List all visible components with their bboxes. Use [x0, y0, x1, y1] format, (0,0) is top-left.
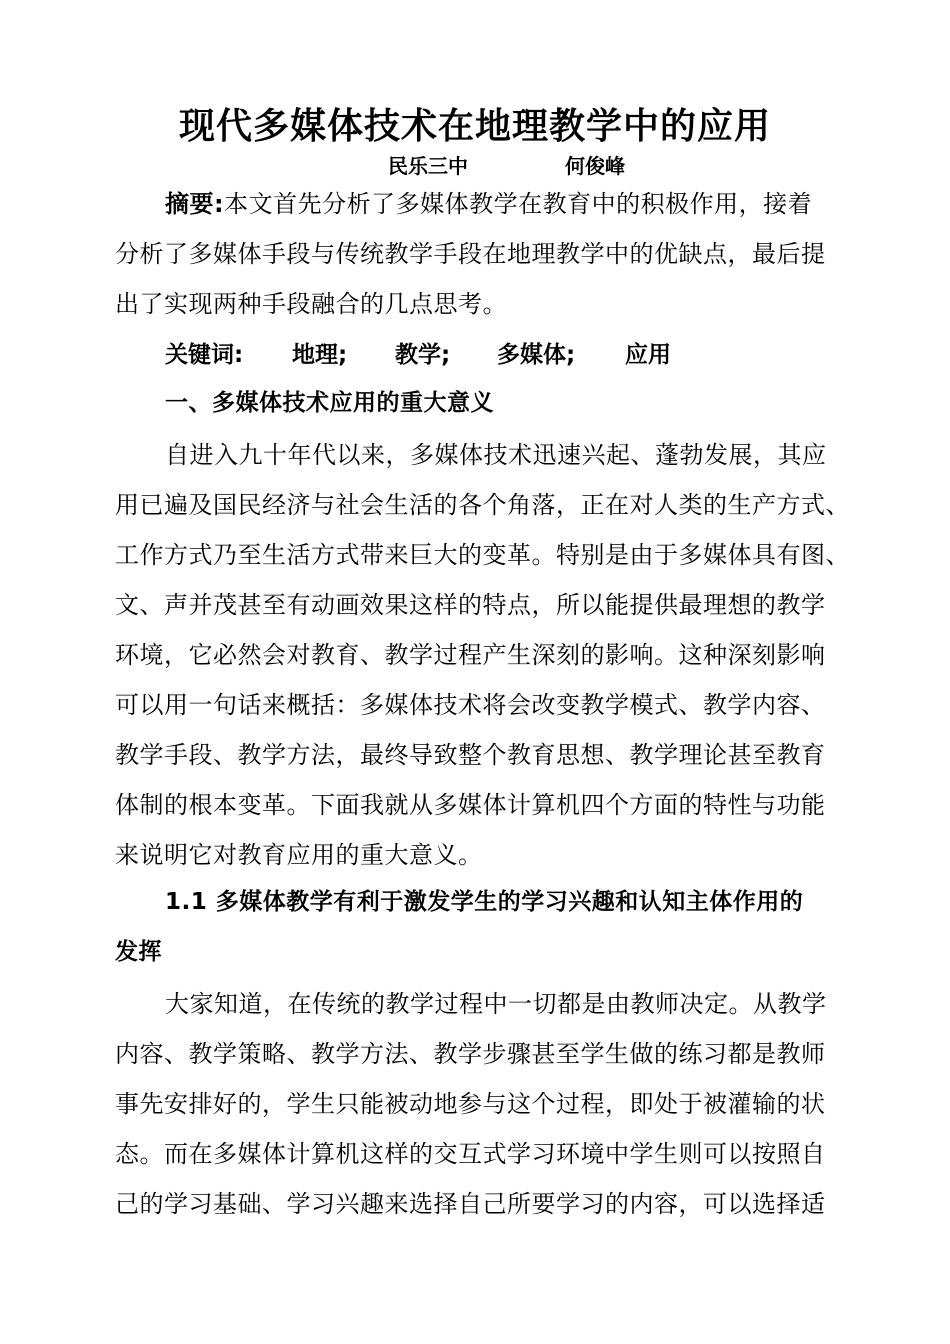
- keyword-item: 多媒体;: [497, 342, 576, 368]
- paragraph-line: 内容、教学策略、教学方法、教学步骤甚至学生做的练习都是教师: [115, 1040, 826, 1068]
- paragraph-line: 工作方式乃至生活方式带来巨大的变革。特别是由于多媒体具有图、: [115, 541, 850, 569]
- document-title: 现代多媒体技术在地理教学中的应用: [178, 106, 771, 147]
- paragraph-line: 己的学习基础、学习兴趣来选择自己所要学习的内容，可以选择适: [115, 1190, 826, 1218]
- abstract-label: 摘要:: [165, 190, 225, 218]
- subsection-heading-cont: 发挥: [115, 939, 162, 965]
- abstract-text: 本文首先分析了多媒体教学在教育中的积极作用，接着: [224, 190, 813, 218]
- paragraph-line: 可以用一句话来概括：多媒体技术将会改变教学模式、教学内容、: [115, 691, 826, 719]
- paragraph-line: 事先安排好的，学生只能被动地参与这个过程，即处于被灌输的状: [115, 1090, 826, 1118]
- abstract-line-1: [165, 184, 812, 219]
- paragraph-line: 态。而在多媒体计算机这样的交互式学习环境中学生则可以按照自: [115, 1140, 826, 1168]
- author-name: 何俊峰: [565, 154, 625, 178]
- keyword-item: 地理;: [292, 342, 348, 368]
- paragraph-line: 环境，它必然会对教育、教学过程产生深刻的影响。这种深刻影响: [115, 641, 826, 669]
- paragraph-line: 教学手段、教学方法，最终导致整个教育思想、教学理论甚至教育: [115, 741, 826, 769]
- keyword-item: 应用: [625, 342, 671, 368]
- paragraph-line: 体制的根本变革。下面我就从多媒体计算机四个方面的特性与功能: [115, 791, 826, 819]
- abstract-line-2: 分析了多媒体手段与传统教学手段在地理教学中的优缺点，最后提: [115, 240, 826, 268]
- abstract-line-3: 出了实现两种手段融合的几点思考。: [115, 290, 507, 318]
- subsection-heading: 1.1 多媒体教学有利于激发学生的学习兴趣和认知主体作用的: [165, 889, 804, 915]
- keywords-label: 关键词:: [165, 342, 244, 368]
- keyword-item: 教学;: [395, 342, 451, 368]
- paragraph-line: 自进入九十年代以来，多媒体技术迅速兴起、蓬勃发展，其应: [165, 441, 827, 469]
- paragraph-line: 大家知道，在传统的教学过程中一切都是由教师决定。从教学: [165, 990, 827, 1018]
- author-school: 民乐三中: [388, 154, 468, 178]
- section-heading: 一、多媒体技术应用的重大意义: [165, 390, 494, 416]
- paragraph-line: 来说明它对教育应用的重大意义。: [115, 841, 483, 869]
- paragraph-line: 文、声并茂甚至有动画效果这样的特点，所以能提供最理想的教学: [115, 591, 826, 619]
- paragraph-line: 用已遍及国民经济与社会生活的各个角落，正在对人类的生产方式、: [115, 491, 850, 519]
